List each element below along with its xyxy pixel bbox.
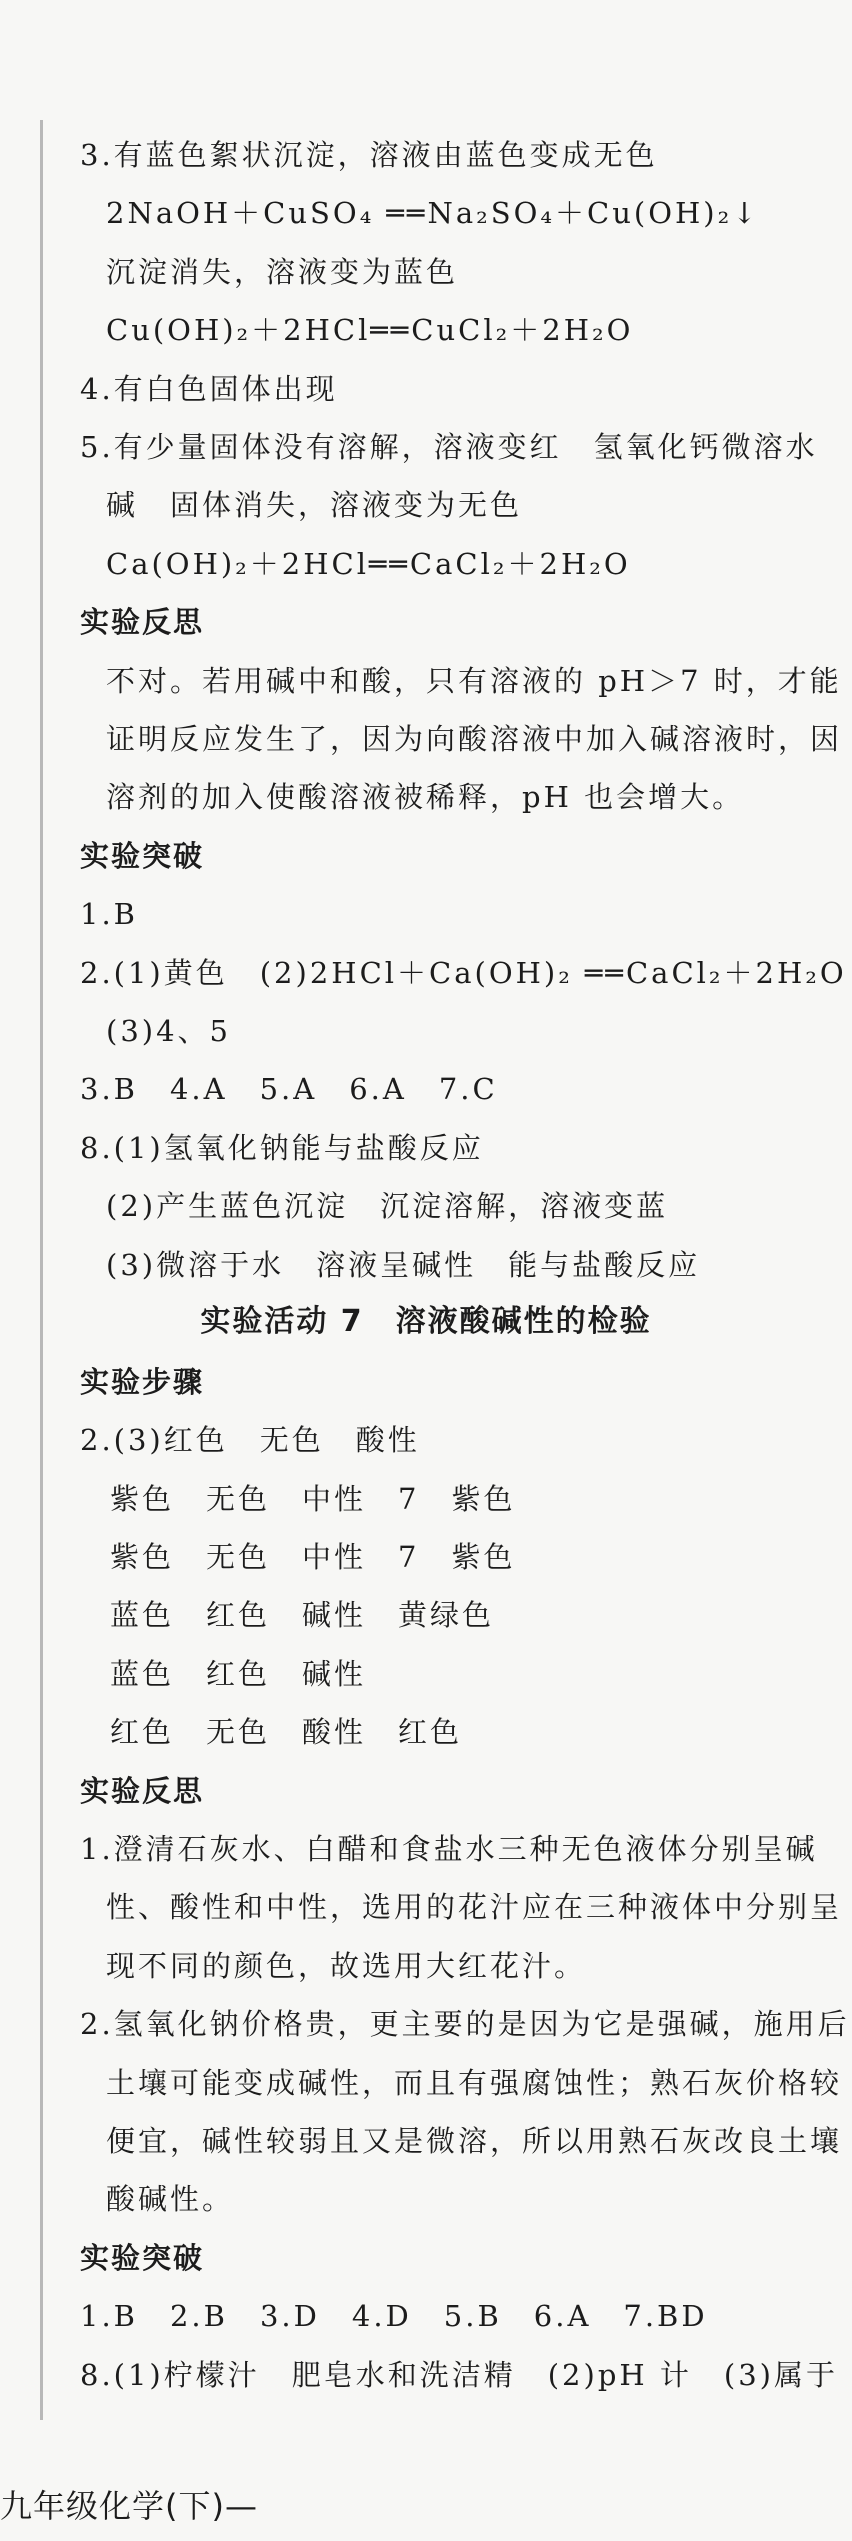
answer-line: 4.有白色固体出现	[80, 372, 338, 406]
section-heading: 实验突破	[80, 839, 205, 873]
paragraph-line: 土壤可能变成碱性，而且有强腐蚀性；熟石灰价格较	[106, 2066, 843, 2100]
answer-line: 8.(1)柠檬汁 肥皂水和洗洁精 (2)pH 计 (3)属于	[80, 2358, 838, 2392]
answer-line: 2.(1)黄色 (2)2HCl＋Ca(OH)₂ ══CaCl₂＋2H₂O	[80, 956, 847, 990]
answer-line: 3.B 4.A 5.A 6.A 7.C	[80, 1072, 498, 1106]
paragraph-line: 溶剂的加入使酸溶液被稀释，pH 也会增大。	[106, 780, 745, 814]
answer-line: 碱 固体消失，溶液变为无色	[106, 488, 523, 522]
paragraph-line: 2.氢氧化钠价格贵，更主要的是因为它是强碱，施用后	[80, 2007, 850, 2041]
page-footer: 九年级化学(下)—	[0, 2487, 258, 2525]
section-heading: 实验步骤	[80, 1365, 205, 1399]
section-heading: 实验突破	[80, 2241, 205, 2275]
equation-line: 2NaOH＋CuSO₄ ══Na₂SO₄＋Cu(OH)₂↓	[106, 196, 760, 230]
answer-line: (3)微溶于水 溶液呈碱性 能与盐酸反应	[106, 1248, 701, 1282]
answer-line: 沉淀消失，溶液变为蓝色	[106, 255, 459, 289]
section-heading: 实验反思	[80, 605, 205, 639]
answer-line: 蓝色 红色 碱性 黄绿色	[110, 1598, 495, 1632]
activity-title: 实验活动 7 溶液酸碱性的检验	[200, 1304, 652, 1339]
margin-rule	[40, 120, 43, 2420]
answer-line: 蓝色 红色 碱性	[110, 1657, 367, 1691]
paragraph-line: 便宜，碱性较弱且又是微溶，所以用熟石灰改良土壤	[106, 2124, 843, 2158]
answer-line: 紫色 无色 中性 7 紫色	[110, 1482, 516, 1516]
answer-line: 3.有蓝色絮状沉淀，溶液由蓝色变成无色	[80, 138, 658, 172]
equation-line: Cu(OH)₂＋2HCl══CuCl₂＋2H₂O	[106, 313, 634, 347]
paragraph-line: 酸碱性。	[106, 2182, 235, 2216]
answer-line: 1.B 2.B 3.D 4.D 5.B 6.A 7.BD	[80, 2299, 708, 2333]
answer-line: 5.有少量固体没有溶解，溶液变红 氢氧化钙微溶水	[80, 430, 818, 464]
paragraph-line: 不对。若用碱中和酸，只有溶液的 pH＞7 时，才能	[106, 664, 842, 698]
paragraph-line: 证明反应发生了，因为向酸溶液中加入碱溶液时，因	[106, 722, 843, 756]
paragraph-line: 1.澄清石灰水、白醋和食盐水三种无色液体分别呈碱	[80, 1832, 818, 1866]
paragraph-line: 现不同的颜色，故选用大红花汁。	[106, 1949, 587, 1983]
answer-line: (3)4、5	[106, 1014, 231, 1048]
answer-line: 2.(3)红色 无色 酸性	[80, 1423, 420, 1457]
answer-line: 1.B	[80, 897, 138, 931]
answer-line: 红色 无色 酸性 红色	[110, 1715, 463, 1749]
answer-line: 紫色 无色 中性 7 紫色	[110, 1540, 516, 1574]
equation-line: Ca(OH)₂＋2HCl══CaCl₂＋2H₂O	[106, 547, 631, 581]
paragraph-line: 性、酸性和中性，选用的花汁应在三种液体中分别呈	[106, 1890, 843, 1924]
answer-line: 8.(1)氢氧化钠能与盐酸反应	[80, 1131, 484, 1165]
section-heading: 实验反思	[80, 1774, 205, 1808]
answer-line: (2)产生蓝色沉淀 沉淀溶解，溶液变蓝	[106, 1189, 669, 1223]
